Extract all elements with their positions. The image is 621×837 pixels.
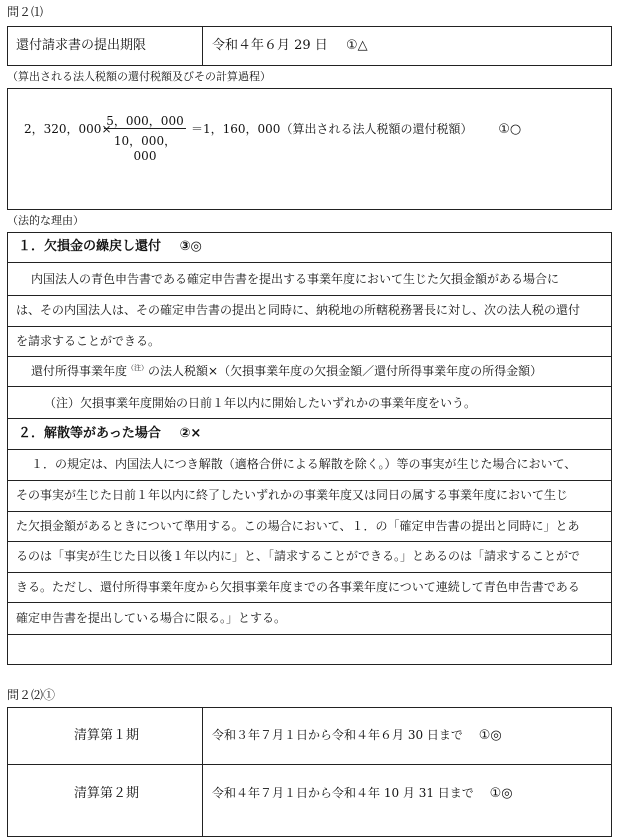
legal-row-line	[7, 541, 612, 542]
legal-row-line	[7, 386, 612, 387]
calc-caption: （算出される法人税額の還付税額及びその計算過程）	[7, 70, 271, 83]
deadline-value	[212, 39, 368, 52]
calc-grade-mark: ①○	[498, 122, 522, 137]
legal-row-line	[7, 262, 612, 263]
legal-row-line	[7, 572, 612, 573]
legal-row-line	[7, 634, 612, 635]
calc-fraction-bar	[104, 128, 186, 129]
section1-grade-mark: ③◎	[179, 239, 202, 254]
calc-box	[7, 88, 612, 210]
period-row-dates: 令和４年７月１日から令和４年 10 月 31 日まで	[212, 786, 474, 800]
section2-line: きる。ただし、還付所得事業年度から欠損事業年度までの各事業年度について連続して青色申告書である	[16, 580, 580, 594]
section2-line: １．の規定は、内国法人につき解散（適格合併による解散を除く。）等の事実が生じた場合において、	[31, 457, 577, 471]
section2-title	[18, 427, 201, 440]
section2-line: た欠損金額があるときについて準用する。この場合において、１．の「確定申告書の提出と同時に」とあ	[16, 519, 580, 533]
period-row-value	[212, 729, 502, 742]
calc-denominator: 10，000，000	[113, 134, 177, 163]
legal-row-line	[7, 356, 612, 357]
calc-result-text: ＝1，160，000（算出される法人税額の還付税額）	[191, 122, 473, 136]
legal-row-line	[7, 326, 612, 327]
section1-line: 内国法人の青色申告書である確定申告書を提出する事業年度において生じた欠損金額がある場合に	[31, 272, 560, 286]
section2-grade-mark: ②×	[179, 426, 202, 441]
legal-row-line	[7, 449, 612, 450]
deadline-date: 令和４年６月 29 日	[212, 38, 328, 53]
section1-title	[18, 240, 202, 253]
period-row-dates: 令和３年７月１日から令和４年６月 30 日まで	[212, 728, 463, 742]
legal-row-line	[7, 295, 612, 296]
section1-title-text: １．欠損金の繰戻し還付	[18, 239, 162, 254]
section1-note: （注）欠損事業年度開始の日前１年以内に開始したいずれかの事業年度をいう。	[44, 396, 477, 410]
period-table-divider	[202, 707, 203, 837]
legal-row-line	[7, 602, 612, 603]
q2-2-heading: 問２⑵①	[7, 688, 56, 702]
legal-row-line	[7, 480, 612, 481]
section1-line: を請求することができる。	[16, 334, 161, 348]
legal-row-line	[7, 418, 612, 419]
formula-post: の法人税額×（欠損事業年度の欠損金額／還付所得事業年度の所得金額）	[148, 364, 543, 378]
formula-note-ref: （注）	[127, 364, 149, 372]
q2-1-heading: 問２⑴	[7, 5, 44, 19]
legal-caption: （法的な理由）	[7, 214, 84, 227]
deadline-table-divider	[202, 26, 203, 66]
section1-formula	[31, 365, 542, 377]
period-row-line	[7, 764, 612, 765]
period-row-value	[212, 787, 513, 800]
section2-line: 確定申告書を提出している場合に限る。」とする。	[16, 611, 287, 625]
period-row-grade-mark: ①◎	[489, 786, 513, 801]
period-row-label: 清算第１期	[74, 728, 140, 743]
period-table	[7, 707, 612, 837]
section2-line: るのは「事実が生じた日以後１年以内に」と、「請求することができる。」とあるのは「請求することがで	[16, 549, 581, 563]
calc-numerator: 5，000，000	[106, 114, 184, 128]
deadline-grade-mark: ①△	[345, 38, 368, 53]
deadline-label: 還付請求書の提出期限	[16, 38, 147, 53]
period-row-label: 清算第２期	[74, 786, 140, 801]
legal-row-line	[7, 511, 612, 512]
formula-pre: 還付所得事業年度	[31, 364, 128, 378]
period-row-grade-mark: ①◎	[478, 728, 502, 743]
section2-title-text: ２．解散等があった場合	[18, 426, 161, 441]
calc-result	[191, 123, 521, 136]
calc-base: 2，320，000×	[24, 122, 112, 136]
section2-line: その事実が生じた日前１年以内に終了したいずれかの事業年度又は同日の属する事業年度において生じ	[16, 488, 569, 502]
section1-line: は、その内国法人は、その確定申告書の提出と同時に、納税地の所轄税務署長に対し、次の法人税の還付	[16, 303, 581, 317]
